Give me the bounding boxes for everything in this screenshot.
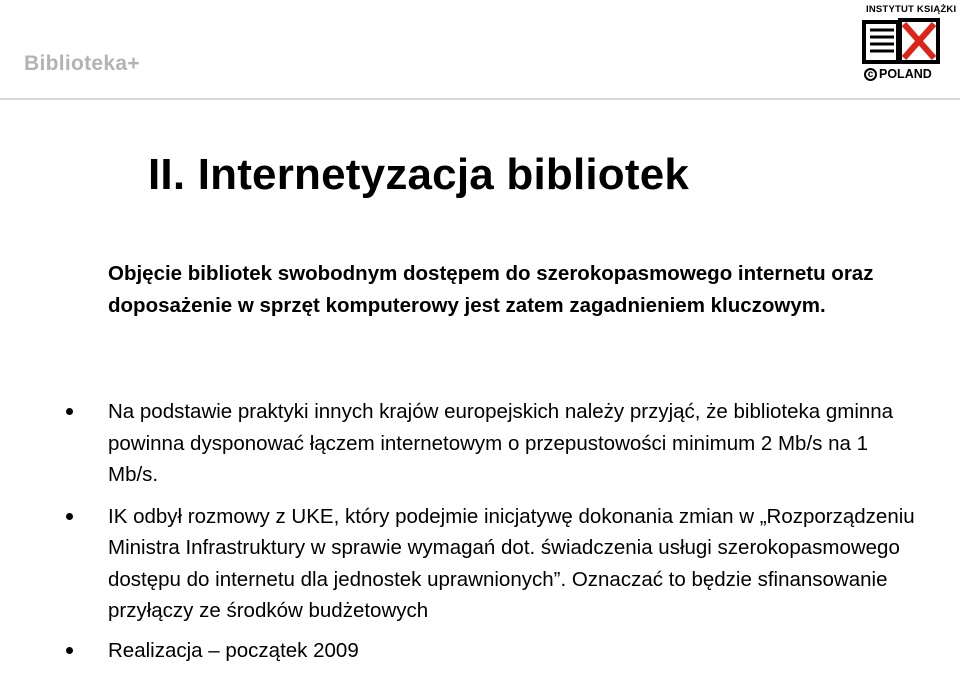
bullet-dot-icon <box>66 513 73 520</box>
intro-paragraph: Objęcie bibliotek swobodnym dostępem do szerokopasmowego internetu oraz doposażenie w sprzęt komputerowy jest zatem zagadnieniem kluczowym. <box>108 262 874 317</box>
bullet-list <box>0 396 960 676</box>
bullet-dot-icon <box>66 647 73 654</box>
book-ex-icon <box>862 18 942 66</box>
bullet-text: Na podstawie praktyki innych krajów europejskich należy przyjąć, że biblioteka gminna powinna dysponować łączem internetowym o przepustowości minimum 2 Mb/s na 1 Mb/s. <box>108 400 894 486</box>
logo-bottom <box>864 67 932 81</box>
logo-top-text: INSTYTUT KSIĄŻKI <box>866 4 957 15</box>
copyright-icon: c <box>864 68 877 81</box>
header-divider <box>0 98 960 100</box>
slide-title: II. Internetyzacja bibliotek <box>148 150 690 199</box>
bullet-text: Realizacja – początek 2009 <box>108 638 359 662</box>
bullet-text: IK odbył rozmowy z UKE, który podejmie inicjatywę dokonania zmian w „Rozporządzeniu Ministra Infrastruktury w sprawie wymagań dot. świadczenia usługi szerokopasmowego dostępu do internetu dla jednostek uprawnionych”. Oznaczać to będzie sfinansowanie przyłączy ze środków budżetowych <box>108 504 915 622</box>
bullet-item <box>0 396 960 491</box>
instytut-ksiazki-logo <box>862 4 957 88</box>
bullet-dot-icon <box>66 408 73 415</box>
logo-bottom-text: POLAND <box>879 67 932 81</box>
brand-label: Biblioteka+ <box>24 52 140 75</box>
bullet-item <box>0 635 960 667</box>
bullet-item <box>0 501 960 627</box>
